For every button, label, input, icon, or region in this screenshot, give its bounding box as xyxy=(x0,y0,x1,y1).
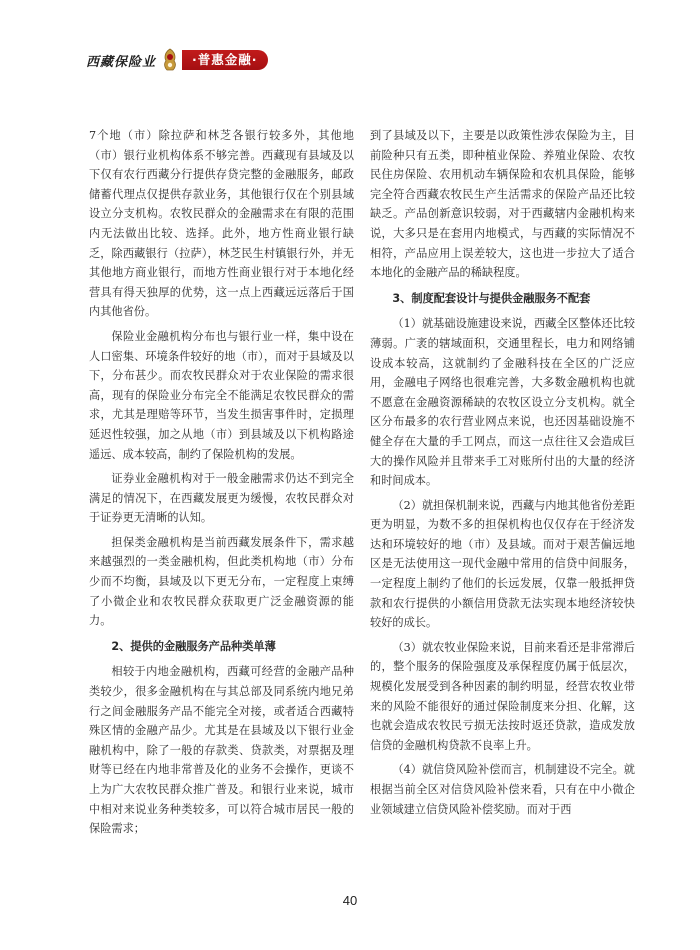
left-column xyxy=(89,126,354,844)
section-heading: 3、制度配套设计与提供金融服务不配套 xyxy=(392,291,591,305)
paragraph: 保险业金融机构分布也与银行业一样，集中设在人口密集、环境条件较好的地（市），而对于县域及以下，分布甚少。而农牧民群众对于农业保险的需求很高，现有的保险业分布完全不能满足农牧民群众的需求，尤其是理赔等环节，当发生损害事件时，定损理延迟性较强，加之从地（市）到县域及以下机构路途遥远、成本较高，制约了保险机构的发展。 xyxy=(89,329,354,461)
paragraph: （4）就信贷风险补偿而言，机制建设不完全。就根据当前全区对信贷风险补偿来看，只有在中小微企业领域建立信贷风险补偿奖励。而对于西 xyxy=(370,763,635,816)
paragraph: （1）就基础设施建设来说，西藏全区整体还比较薄弱。广袤的辖域面积，交通里程长，电力和网络铺设成本较高，这就制约了金融科技在全区的广泛应用，金融电子网络也很难完善，大多数金融机构也就不愿意在金融资源稀缺的农牧区设立分支机构。就全区分布最多的农行营业网点来说，也还因基础设施不健全存在大量的手工网点，而这一点往往又会造成巨大的操作风险并且带来手工对账所付出的大量的经济和时间成本。 xyxy=(370,317,635,488)
paragraph: 担保类金融机构是当前西藏发展条件下，需求越来越强烈的一类金融机构，但此类机构地（市）分布少而不均衡，县域及以下更无分布，一定程度上束缚了小微企业和农牧民群众获取更广泛金融资源的能力。 xyxy=(89,535,354,628)
paragraph: 到了县域及以下，主要是以政策性涉农保险为主，目前险种只有五类，即种植业保险、养殖业保险、农牧民住房保险、农用机动车辆保险和农机具保险，能够完全符合西藏农牧民生产生活需求的保险产品还比较缺乏。产品创新意识较弱，对于西藏辖内金融机构来说，大多只是在套用内地模式，与西藏的实际情况不相符，产品应用上误差较大，这也进一步拉大了适合本地化的金融产品的稀缺程度。 xyxy=(370,129,635,280)
section-heading: 2、提供的金融服务产品种类单薄 xyxy=(111,639,276,653)
brand-title: 西藏保险业 xyxy=(86,54,157,70)
page-header xyxy=(86,47,268,73)
seal-icon xyxy=(160,47,180,73)
paragraph: 7个地（市）除拉萨和林芝各银行较多外，其他地（市）银行业机构体系不够完善。西藏现有县域及以下仅有农行西藏分行提供存贷完整的金融服务，邮政储蓄代理点仅提供存款业务，其他银行仅在个别县域设立分支机构。农牧民群众的金融需求在有限的范围内无法做出比较、选择。此外，地方性商业银行缺乏，除西藏银行（拉萨），林芝民生村镇银行外，并无其他地方商业银行，而地方性商业银行对于本地化经营具有得天独厚的优势，这一点上西藏远远落后于国内其他省份。 xyxy=(89,129,354,319)
page-number: 40 xyxy=(342,893,358,908)
right-column xyxy=(370,126,635,824)
paragraph: 相较于内地金融机构，西藏可经营的金融产品种类较少，很多金融机构在与其总部及同系统内地兄弟行之间金融服务产品不能完全对接，或者适合西藏特殊区情的金融产品少。尤其是在县域及以下银行业金融机构中，除了一般的存款类、贷款类，对票据及理财等已经在内地非常普及化的业务不会操作，更谈不上为广大农牧民群众推广普及。和银行业来说，城市中相对来说业务种类较多，可以符合城市居民一般的保险需求； xyxy=(89,665,354,836)
paragraph: 证券业金融机构对于一般金融需求仍达不到完全满足的情况下，在西藏发展更为缓慢，农牧民群众对于证券更无清晰的认知。 xyxy=(89,472,354,525)
paragraph: （2）就担保机制来说，西藏与内地其他省份差距更为明显，为数不多的担保机构也仅仅存在于经济发达和环境较好的地（市）及县域。而对于艰苦偏远地区是无法使用这一现代金融中常用的信贷中间服务，一定程度上制约了他们的长远发展，仅靠一般抵押贷款和农行提供的小额信用贷款无法实现本地经济较快较好的成长。 xyxy=(370,498,635,630)
paragraph: （3）就农牧业保险来说，目前来看还是非常滞后的，整个服务的保险强度及承保程度仍属于低层次，规模化发展受到各种因素的制约明显，经营农牧业带来的风险不能很好的通过保险制度来分担、化解，这也就会造成农牧民亏损无法按时返还贷款，造成发放信贷的金融机构贷款不良率上升。 xyxy=(370,640,635,752)
section-tag: ·普惠金融· xyxy=(182,50,268,70)
